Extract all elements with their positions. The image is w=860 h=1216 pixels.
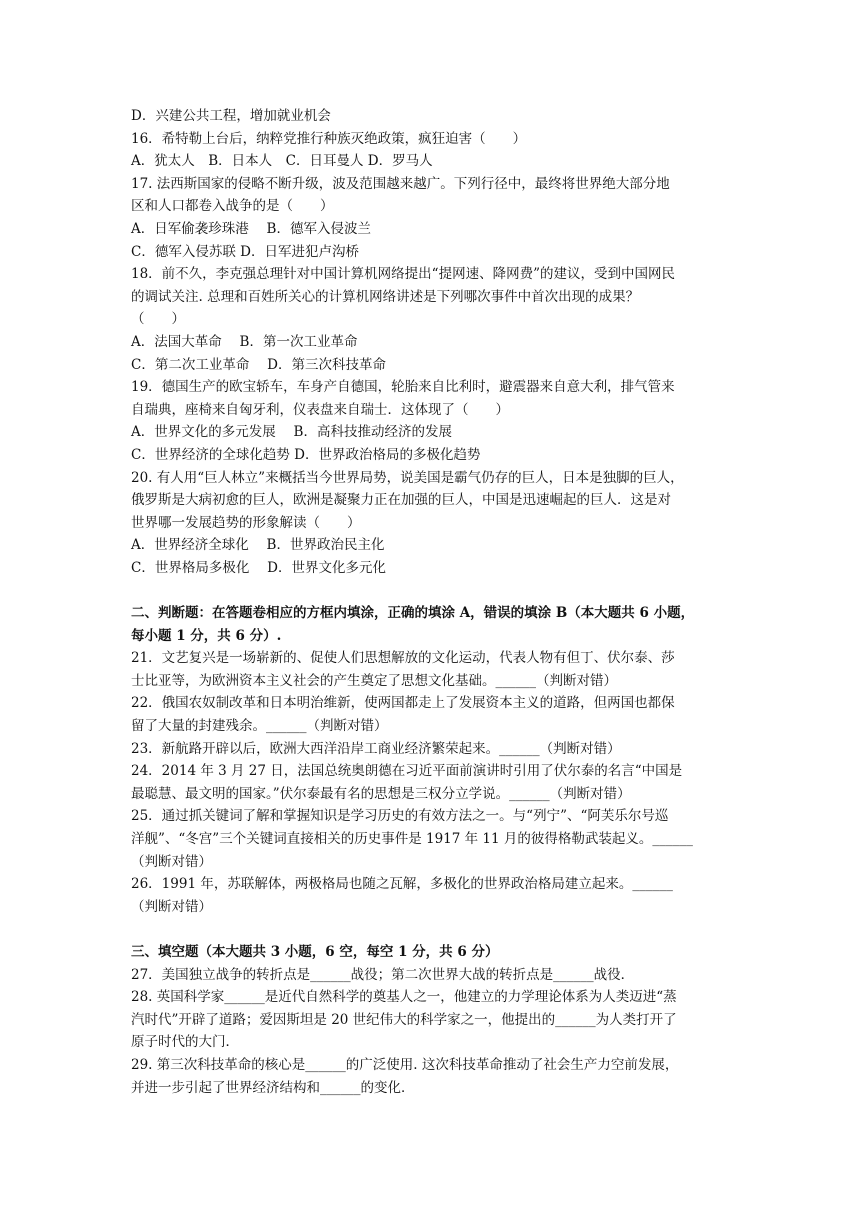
question-21-text: 21．文艺复兴是一场崭新的、促使人们思想解放的文化运动，代表人物有但丁、伏尔泰、莎 [131, 650, 675, 667]
question-19-text: 19．德国生产的欧宝轿车，车身产自德国，轮胎来自比利时，避震器来自意大利，排气管来 [131, 379, 675, 396]
question-22-text: 留了大量的封建残余。______（判断对错） [131, 718, 388, 735]
question-24-text: 24．2014 年 3 月 27 日，法国总统奥朗德在习近平面前演讲时引用了伏尔泰的名言“中国是 [131, 763, 683, 780]
section-gap [131, 579, 731, 602]
question-27-text: 27．美国独立战争的转折点是______战役；第二次世界大战的转折点是______战役． [131, 966, 635, 983]
question-18-text: 的调试关注. 总理和百姓所关心的计算机网络讲述是下列哪次事件中首次出现的成果？ [131, 288, 640, 305]
question-19-options: A．世界文化的多元发展 B．高科技推动经济的发展 [131, 424, 452, 441]
section-2-heading: 每小题 1 分，共 6 分）. [131, 627, 282, 644]
question-25-text: 洋舰”、“冬宫”三个关键词直接相关的历史事件是 1917 年 11 月的彼得格勒武装起义。______ [131, 831, 693, 847]
question-18-options: C．第二次工业革命 D．第三次科技革命 [131, 356, 386, 373]
question-24-text: 最聪慧、最文明的国家。”伏尔泰最有名的思想是三权分立学说。______（判断对错） [131, 785, 631, 802]
question-18-text: 18．前不久，李克强总理针对中国计算机网络提出“提网速、降网费”的建议，受到中国网民 [131, 266, 675, 283]
question-25-text: 25．通过抓关键词了解和掌握知识是学习历史的有效方法之一。与“列宁”、“阿芙乐尔号巡 [131, 808, 669, 825]
question-19-options: C．世界经济的全球化趋势 D．世界政治格局的多极化趋势 [131, 446, 481, 463]
question-17-options: A．日军偷袭珍珠港 B．德军入侵波兰 [131, 220, 371, 237]
option-line-15d: D．兴建公共工程，增加就业机会 [131, 108, 331, 124]
question-26-text: （判断对错） [131, 898, 212, 915]
question-22-text: 22．俄国农奴制改革和日本明治维新，使两国都走上了发展资本主义的道路，但两国也都保 [131, 695, 675, 712]
question-16-options: A．犹太人 B．日本人 C．日耳曼人 D．罗马人 [131, 153, 433, 170]
question-16-text: 16．希特勒上台后，纳粹党推行种族灭绝政策，疯狂迫害（ ） [131, 130, 527, 147]
question-17-text: 17. 法西斯国家的侵略不断升级，波及范围越来越广。下列行径中，最终将世界绝大部分地 [131, 175, 670, 192]
question-23-text: 23．新航路开辟以后，欧洲大西洋沿岸工商业经济繁荣起来。______（判断对错） [131, 740, 621, 757]
question-26-text: 26．1991 年，苏联解体，两极格局也随之瓦解，多极化的世界政治格局建立起来。______ [131, 876, 673, 893]
exam-content [131, 105, 731, 1099]
section-3-heading: 三、填空题（本大题共 3 小题，6 空，每空 1 分，共 6 分） [131, 943, 499, 960]
question-29-text: 29. 第三次科技革命的核心是______的广泛使用. 这次科技革命推动了社会生产力空前发展， [131, 1056, 679, 1073]
question-20-text: 20. 有人用“巨人林立”来概括当今世界局势，说美国是霸气仍存的巨人，日本是独脚的巨人， [131, 469, 684, 486]
question-20-text: 俄罗斯是大病初愈的巨人，欧洲是凝聚力正在加强的巨人，中国是迅速崛起的巨人．这是对 [131, 492, 671, 509]
question-19-text: 自瑞典，座椅来自匈牙利，仪表盘来自瑞士．这体现了（ ） [131, 401, 509, 418]
question-29-text: 并进一步引起了世界经济结构和______的变化． [131, 1079, 415, 1096]
section-gap [131, 918, 731, 941]
question-18-options: A．法国大革命 B．第一次工业革命 [131, 333, 358, 350]
section-2-heading: 二、判断题：在答题卷相应的方框内填涂，正确的填涂 A，错误的填涂 B（本大题共 6 小题， [131, 605, 695, 622]
question-28-text: 28. 英国科学家______是近代自然科学的奠基人之一，他建立的力学理论体系为人类迈进“蒸 [131, 989, 677, 1006]
question-17-text: 区和人口都卷入战争的是（ ） [131, 198, 334, 215]
question-20-options: A．世界经济全球化 B．世界政治民主化 [131, 537, 385, 554]
question-25-text: （判断对错） [131, 853, 212, 870]
question-20-options: C．世界格局多极化 D．世界文化多元化 [131, 559, 386, 576]
question-28-text: 原子时代的大门． [131, 1034, 239, 1051]
question-17-options: C．德军入侵苏联 D．日军进犯卢沟桥 [131, 243, 359, 260]
question-28-text: 汽时代”开辟了道路；爱因斯坦是 20 世纪伟大的科学家之一，他提出的______为人类打开了 [131, 1011, 677, 1028]
question-18-text: （ ） [131, 311, 185, 328]
question-21-text: 士比亚等，为欧洲资本主义社会的产生奠定了思想文化基础。______（判断对错） [131, 672, 617, 689]
question-20-text: 世界哪一发展趋势的形象解读（ ） [131, 514, 361, 531]
